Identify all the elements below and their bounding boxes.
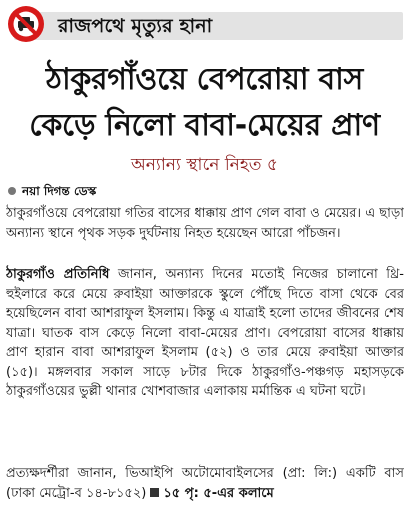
correspondent-lead: ঠাকুরগাঁও প্রতিনিধি	[6, 267, 110, 282]
subheadline: অন্যান্য স্থানে নিহত ৫	[131, 155, 278, 175]
headline-line-2: কেড়ে নিলো বাবা-মেয়ের প্রাণ	[29, 108, 380, 143]
byline-text: নয়া দিগন্ত ডেস্ক	[22, 184, 97, 198]
paragraph-1: ঠাকুরগাঁওয়ে বেপরোয়া গতির বাসের ধাক্কায় প্রাণ গেল বাবা ও মেয়ের। এ ছাড়া অন্যান্য স্থানে পৃথক সড়ক দুর্ঘটনায় নিহত হয়েছেন আরো পাঁচজন।	[6, 206, 404, 241]
paragraph-2	[6, 265, 404, 461]
paragraph-2-text: জানান, অন্যান্য দিনের মতোই নিজের চালানো থ্রি-হুইলারে করে মেয়ে রুবাইয়া আক্তারকে স্কুলে পৌঁছে দিতে বাসা থেকে বের হয়েছিলেন বাবা আশরাফুল ইসলাম। কিন্তু এ যাত্রাই হলো তাদের জীবনের শেষ যাত্রা। ঘাতক বাস কেড়ে নিলো বাবা-মেয়ের প্রাণ। বেপরোয়া বাসের ধাক্কায় প্রাণ হারান বাবা আশরাফুল ইসলাম (৫২) ও তার মেয়ে রুবাইয়া আক্তার (১৫)। মঙ্গলবার সকাল সাড়ে ৮টার দিকে ঠাকুরগাঁও-পঞ্চগড় মহাসড়কে ঠাকুরগাঁওয়ের ভুল্লী থানার খোশবাজার এলাকায় মর্মান্তিক এ ঘটনা ঘটে।	[6, 267, 404, 399]
bullet-icon	[8, 187, 16, 195]
continuation-marker-icon	[150, 488, 159, 497]
byline	[8, 182, 96, 200]
headline-line-1: ঠাকুরগাঁওয়ে বেপরোয়া বাস	[45, 62, 364, 97]
paragraph-3-text: প্রত্যক্ষদর্শীরা জানান, ভিআইপি অটোমোবাইলসের (প্রা: লি:) একটি বাস (ঢাকা মেট্রো-ব ১৪-৮১৫২)	[6, 466, 404, 501]
kicker-band	[6, 4, 403, 44]
continuation-reference[interactable]: ১৫ পৃ: ৫-এর কলামে	[163, 485, 274, 501]
paragraph-3	[6, 464, 404, 522]
article-body	[6, 204, 404, 525]
kicker-title: রাজপথে মৃত্যুর হানা	[58, 15, 213, 37]
road-death-logo-icon	[6, 4, 46, 44]
